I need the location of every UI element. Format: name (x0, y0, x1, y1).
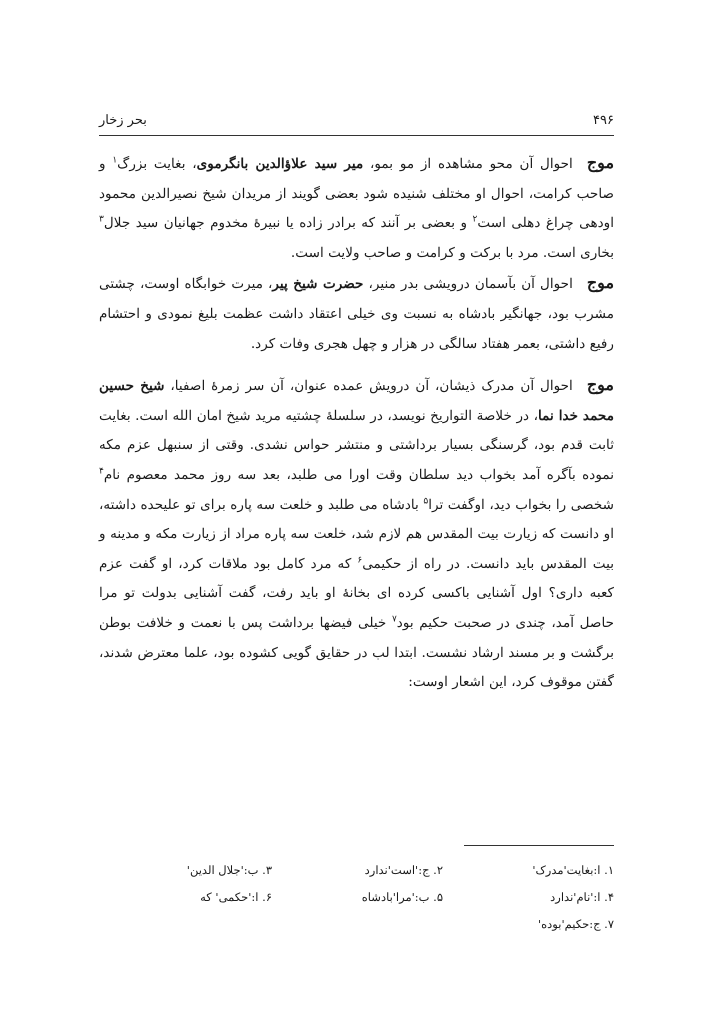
footnote-row (99, 857, 614, 884)
header-rule (99, 135, 614, 136)
footnote: ۳. ب:'جلال الدین' (186, 863, 272, 877)
page-number: ۴۹۶ (593, 113, 614, 128)
footnote: ۴. ا:'نام'ندارد (550, 890, 614, 904)
footnote (272, 911, 443, 938)
footnote: ۷. ج:حکیم'بوده' (538, 917, 614, 931)
running-title: بحر زخار (99, 113, 147, 128)
text-line: در حقایق گویی کشوده بود، علما معترض شدند، گفتن موقوف کرد، این اشعار (99, 644, 614, 691)
text-line: آشنایی بدولت تو مرا حاصل آمد، چندی در صحبت حکیم بود$^۷$ خیلی فیضها (99, 585, 614, 631)
paragraph (99, 370, 614, 698)
person-name: حضرت شیخ پیر (272, 276, 364, 293)
paragraph (99, 148, 614, 268)
paragraph (99, 268, 614, 359)
text-line: بغایت بزرگ$^۱$ و صاحب کرامت، احوال او مختلف شنیده شود بعضی گویند از (99, 155, 615, 202)
text-line: احوال آن مدرک ذیشان، آن درویش عمده عنوان، آن سر زمرهٔ (211, 378, 573, 395)
footnote-row (99, 911, 614, 938)
footnotes (99, 857, 614, 938)
main-text (99, 148, 614, 698)
text-line: گفت عزم کعبه داری؟ اول آشنایی باکسی کرده ای بخانهٔ او باید رفت، گفت (99, 555, 614, 602)
text-line: اورا می طلبد، بعد سه روز محمد معصوم نام$^۴$ شخصی را بخواب دید، اوگفت ترا$^۵$ (99, 466, 614, 513)
person-name: شیخ حسین محمد خدا نما (99, 378, 614, 424)
footnote (101, 911, 272, 938)
footnote-separator (464, 845, 614, 846)
text-line: بادشاه می طلبد و خلعت سه پاره برای تو علیحده داشته، او دانست که زیارت (99, 496, 614, 543)
text-line: برداشت پس با نعمت و خلافت بوطن برگشت و بر مسند ارشاد نشست. ابتدا لب (99, 614, 614, 661)
paragraph-keyword: موج (586, 273, 615, 293)
text-line: مریدان شیخ نصیرالدین محمود اودهی چراغ دهلی است$^۲$ و بعضی بر آنند که برادر زاده (99, 185, 615, 232)
footnote: ۲. ج:'است'ندارد (364, 863, 443, 877)
text-line: بیت المقدس هم لازم شد، خلعت سه پاره مراد از زیارت مکه و مدینه و (99, 526, 499, 543)
text-line: اصفیا، شیخ حسین محمد خدا نما، در خلاصة التواریخ نویسد، در سلسلهٔ چشتیه (99, 378, 614, 424)
text-line: چهل هجری وفات کرد. (250, 335, 378, 352)
footnote: ۶. ا:'حکمی' که (200, 890, 272, 904)
person-name: میر سید علاؤالدین بانگرموی (196, 156, 364, 172)
text-line: احوال آن محو مشاهده از مو بمو، میر سید علاؤالدین بانگرموی، (192, 156, 573, 172)
footnote: ۵. ب:'مرا'بادشاه (361, 890, 443, 904)
footnote-row (99, 884, 614, 911)
text-line: بیت المقدس باید دانست. در راه از حکیمی$^۶$ که مرد کامل بود ملاقات کرد، او (161, 555, 614, 572)
paragraph-keyword: موج (586, 153, 615, 172)
footnote: ۱. ا:بغایت'مدرک' (532, 863, 614, 877)
text-line: داشت عظمت بلیغ نمودی و احتشام رفیع داشتی، بعمر هفتاد سالگی در هزار و (99, 305, 614, 352)
paragraph-keyword: موج (586, 375, 614, 395)
text-line: مرید شیخ امان الله است. بغایت ثابت قدم بود، گرسنگی بسیار برداشتی و منتشر (99, 407, 614, 454)
text-line: یا نبیرهٔ مخدوم جهانیان سید جلال$^۳$ بخاری است. مرد با برکت و کرامت و (99, 214, 614, 261)
text-line: حواس نشدی. وقتی از سنبهل عزم مکه نموده بآگره آمد بخواب دید سلطان وقت (99, 437, 614, 483)
page-header (99, 110, 614, 132)
text-line: صاحب ولایت است. (290, 244, 402, 261)
text-line: احوال آن بآسمان درویشی بدر منیر، حضرت شیخ پیر، میرت (231, 276, 573, 293)
text-line: خوابگاه اوست، چشتی مشرب بود، جهانگیر بادشاه به نسبت وی خیلی اعتقاد (99, 276, 614, 322)
text-line: اوست: (408, 674, 448, 691)
